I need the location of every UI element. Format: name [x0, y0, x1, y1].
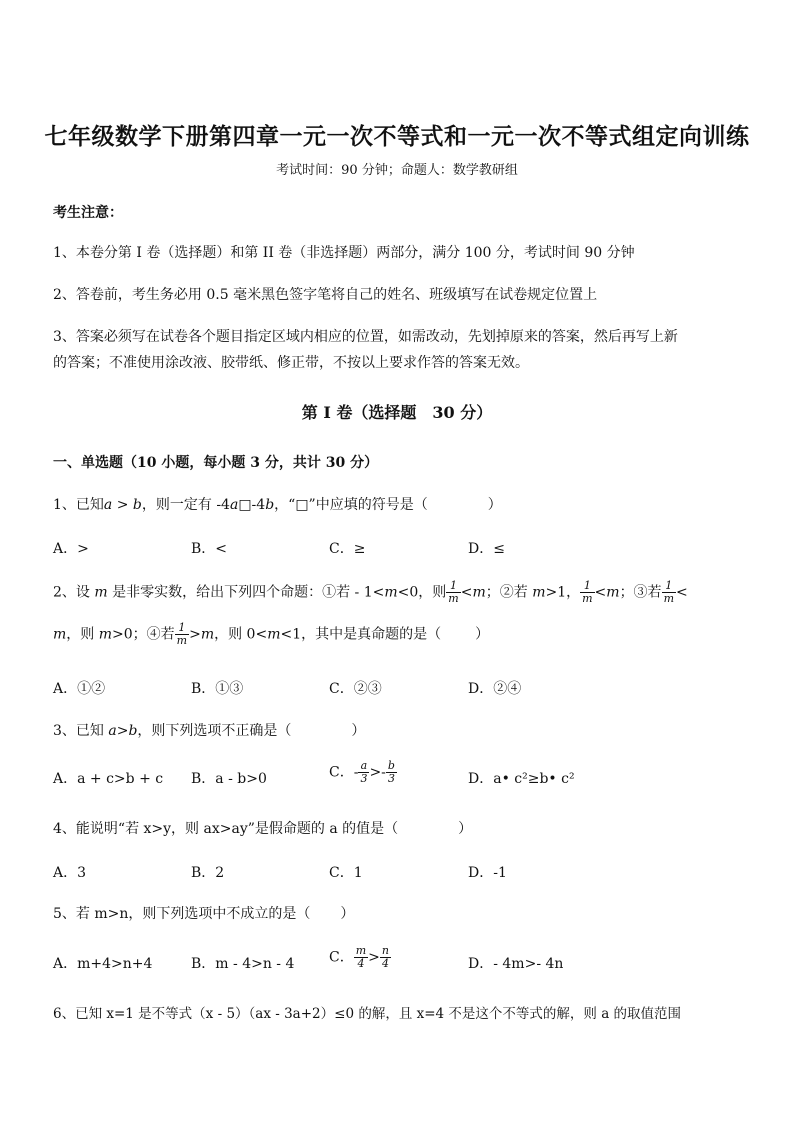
question-1-option-b[interactable]: B．<: [191, 541, 228, 557]
question-2-option-b[interactable]: B．①③: [191, 681, 244, 697]
question-1-option-c[interactable]: C．≥: [329, 541, 366, 557]
exam-title: 七年级数学下册第四章一元一次不等式和一元一次不等式组定向训练: [44, 123, 750, 150]
question-2-stem-line2: m，则 m>0；④若 $\frac{1}{m}$ >m，则 0<m<1，其中是真命题的是（ ）: [53, 621, 490, 647]
question-1-option-a[interactable]: A．>: [53, 541, 89, 557]
question-1-stem: 1、已知a > b，则一定有 -4a□-4b，“□”中应填的符号是（ ）: [53, 497, 502, 513]
section1-title: 一、单选题（10 小题，每小题 3 分，共计 30 分）: [53, 455, 379, 471]
question-4-option-c[interactable]: C．1: [329, 865, 363, 881]
question-5-option-d[interactable]: D．- 4m>- 4n: [468, 956, 564, 972]
question-4-stem: 4、能说明“若 x>y，则 ax>ay”是假命题的 a 的值是（ ）: [53, 821, 473, 837]
question-2-option-d[interactable]: D．②④: [468, 681, 522, 697]
question-3-option-a[interactable]: A．a + c>b + c: [53, 771, 164, 787]
question-4-option-b[interactable]: B．2: [191, 865, 225, 881]
question-3-option-b[interactable]: B．a - b>0: [191, 771, 267, 787]
question-6-stem: 6、已知 x=1 是不等式（x - 5）（ax - 3a+2）≤0 的解，且 x=4 不是这个不等式的解，则 a 的取值范围: [53, 1006, 682, 1022]
fraction-1-over-m: $\frac{1}{m}$: [176, 621, 188, 647]
fraction-m-over-4: $\frac{m}{4}$: [355, 944, 367, 970]
question-3-option-d[interactable]: D．a• c²≥b• c²: [468, 771, 575, 787]
notice-item-1: 1、本卷分第 I 卷（选择题）和第 II 卷（非选择题）两部分，满分 100 分，考试时间 90 分钟: [53, 245, 635, 261]
fraction-a-over-3: $\frac{a}{3}$: [360, 759, 368, 785]
question-2-stem-line1: 2、设 m 是非零实数，给出下列四个命题：①若 - 1<m<0，则 $\frac{1}{m}$ <m；②若 m>1， $\frac{1}{m}$ <m；③若 $\frac{1}{m}$ <: [53, 579, 688, 605]
question-5-option-c[interactable]: C． $\frac{m}{4}$ > $\frac{n}{4}$: [329, 944, 389, 970]
question-1-option-d[interactable]: D．≤: [468, 541, 505, 557]
fraction-1-over-m: $\frac{1}{m}$: [663, 579, 674, 605]
question-3-option-c[interactable]: C．- $\frac{a}{3}$ >- $\frac{b}{3}$: [329, 759, 395, 785]
fraction-1-over-m: $\frac{1}{m}$: [582, 579, 593, 605]
fraction-b-over-3: $\frac{b}{3}$: [387, 759, 395, 785]
exam-subtitle: 考试时间：90 分钟；命题人：数学教研组: [276, 163, 518, 178]
question-4-option-d[interactable]: D．-1: [468, 865, 507, 881]
notice-item-2: 2、答卷前，考生务必用 0.5 毫米黑色签字笔将自己的姓名、班级填写在试卷规定位置上: [53, 287, 598, 303]
question-5-option-a[interactable]: A．m+4>n+4: [53, 956, 153, 972]
question-2-option-c[interactable]: C．②③: [329, 681, 382, 697]
question-5-stem: 5、若 m>n，则下列选项中不成立的是（ ）: [53, 906, 355, 922]
question-3-stem: 3、已知 a>b，则下列选项不正确是（ ）: [53, 723, 366, 739]
fraction-n-over-4: $\frac{n}{4}$: [381, 944, 389, 970]
question-4-option-a[interactable]: A．3: [53, 865, 87, 881]
question-2-option-a[interactable]: A．①②: [53, 681, 106, 697]
fraction-1-over-m: $\frac{1}{m}$: [448, 579, 459, 605]
notice-item-3-cont: 的答案；不准使用涂改液、胶带纸、修正带，不按以上要求作答的答案无效。: [53, 355, 529, 371]
notice-item-3: 3、答案必须写在试卷各个题目指定区域内相应的位置，如需改动，先划掉原来的答案，然后再写上新: [53, 329, 678, 345]
part1-title: 第 I 卷（选择题 30 分）: [301, 403, 493, 422]
notice-heading: 考生注意：: [53, 205, 123, 221]
question-5-option-b[interactable]: B．m - 4>n - 4: [191, 956, 295, 972]
